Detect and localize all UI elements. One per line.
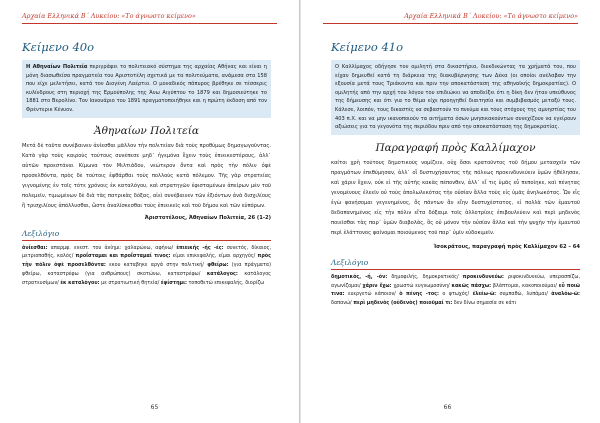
lexicon-term: ἐκ καταλόγου: (60, 279, 100, 286)
lexicon-term: ἐφίστημι: (160, 279, 187, 286)
text-source: Ἀριστοτέλους, Ἀθηναίων Πολιτεία, 26 (1-2) (144, 214, 271, 221)
lexicon-def: συνετός, δίκαιος, μετριοπαθής, καλός/ (22, 244, 271, 260)
header-rule (323, 23, 578, 24)
lexicon-rule (22, 240, 271, 241)
lexicon (331, 273, 580, 308)
header-rule (22, 23, 277, 24)
lexicon-def: συμπαθώ, λυπάμαι/ (496, 291, 552, 298)
lexicon-rule (331, 269, 580, 270)
lexicon-term: εὖ ποιῶ τινα: (331, 282, 580, 298)
lexicon-term: φθείρω: (207, 262, 229, 269)
text-source: Ἰσοκράτους, παραγραφή πρὸς Καλλίμαχον 62 – 64 (433, 243, 580, 250)
text-number-title: Κείμενο 41ο (331, 40, 404, 54)
lexicon-def: ριψοκινδυνεύω, υπερασπίζω, αγωνίζομαι/ (331, 273, 580, 289)
lexicon-term: χάριν ἔχω: (362, 282, 392, 289)
lexicon-title: Λεξιλόγιο (22, 228, 60, 238)
lexicon-term: περὶ μηδενὸς (οὐδενὸς) ποιοῦμαί τι: (353, 300, 453, 307)
intro-bold: Η Αθηναίων Πολιτεία (26, 64, 88, 70)
lexicon-term: ὁ πένης -τος: (399, 291, 439, 298)
ancient-text: Μετά δὲ ταῦτα συνέβαινεν ἀνίεσθαι μᾶλλον τὴν πολιτείαν διὰ τοὺς προθύμως δημαγωγοῦντας. Κατὰ γὰρ τοὺς καιροὺς τούτους συνέπεσε μηδ᾽ ἡγεμόνα ἔχειν τοὺς ἐπιεικεστέρους, ἀλλ᾽ αὐτῶν προεστάναι Κίμωνα τὸν Μιλτιάδου, νεώτερον ὄντα καὶ πρὸς τὴν πόλιν ὀψὲ προσελθόντα, πρὸς δὲ τούτοις ἐφθάρθαι τοὺς πολλοὺς κατὰ πόλεμον. Τῆς γὰρ στρατείας γιγνομένης ἐν τοῖς τότε χρόνοις ἐκ καταλόγου, καὶ στρατηγῶν ἐφισταμένων ἀπείρων μὲν τοῦ πολεμεῖν, τιμωμένων δὲ διὰ τὰς πατρικὰς δόξας, αἰεὶ συνέβαινεν τῶν ἐξιόντων ἀνὰ δισχιλίους ἢ τρισχιλίους ἀπόλλυσθαι, ὥστε ἀναλίσκεσθαι τοὺς ἐπιεικεῖς καὶ τοῦ δήμου καὶ τῶν εὐπόρων. (22, 142, 271, 209)
lexicon-def: εκου καταβηκε αργά στην πολιτική/ (105, 262, 208, 269)
lexicon-def: είμαι επικεφαλής, είμαι αρχηγός/ (170, 253, 258, 260)
lexicon-term: ἐπιεικής -ής -ές: (176, 244, 224, 251)
lexicon-term: δημοτικός, -ή, -όν: (331, 273, 388, 280)
lexicon-def: με στρατιωτική θητεία/ (99, 279, 161, 286)
intro-text: περιγράφει το πολιτειακό σύστημα της αρχαίας Αθήνας και είναι η μόνη διασωθείσα πραγματεία του Αριστοτέλη σχετικά με τα πολιτεύματα, ανάμεσα στα 158 που είχε μελετήσει, κατά τον Διογένη Λαέρτιο. Ο μοναδικός πάπυρος βρέθηκε σε τέσσερις κυλίνδρους στη περιοχή της Ερμούπολης της Άνω Αιγύπτου το 1879 και δημοσιεύτηκε το 1881 στο Βερολίνο. Τον Ιανουάριο του 1891 πραγματοποιήθηκε και η πρώτη έκδοση από τον Φρέντερικ Κένυον. (26, 64, 267, 113)
lexicon-term: ἀναλόω-ῶ: (551, 291, 580, 298)
running-header: Αρχαία Ελληνικά Β΄ Λυκείου: «Το άγνωστο κείμενο» (22, 12, 196, 20)
lexicon-term: προκινδυνεύω: (462, 273, 504, 280)
lexicon-def: κατάλογος στρατευσίμων/ (22, 270, 271, 286)
text-subtitle: Ἀθηναίων Πολιτεία (94, 124, 199, 137)
page-number: 65 (150, 404, 159, 411)
lexicon-def: βλάπτομαι, κακοποιούμαι/ (491, 282, 559, 289)
lexicon-term: κατάλογος: (206, 270, 238, 277)
lexicon-title: Λεξιλόγιο (331, 257, 369, 267)
right-page (300, 0, 600, 423)
running-header: Αρχαία Ελληνικά Β΄ Λυκείου: «Το άγνωστο κείμενο» (404, 12, 578, 20)
page-content (22, 40, 271, 288)
lexicon-def: δεν δίνω σημασία σε κάτι (452, 300, 517, 307)
ancient-text: καίτοι χρὴ τούτους δημοτικοὺς νομίζειν, οὐχ ὅσοι κρατοῦντος τοῦ δήμου μετασχεῖν τῶν πραγμάτων ἐπεθύμησαν, ἀλλ᾽ οἳ δυστυχήσαντος τῆς πόλεως προκινδυνεύειν ὑμῶν ἠθέλησαν, καὶ χάριν ἔχειν, οὐκ εἰ τῆς αὐτῆς κακὰς πέπονθεν, ἀλλ᾽ εἴ τις ὑμᾶς εὖ πεποίηκε, καὶ πένητας γενομένους ἐλεεῖν οὐ τοὺς ἀπολωλεκότας τὴν οὐσίαν ἄλλα τοὺς εἰς ὑμᾶς ἀνηλωκότας. Ὧν εἷς ἐγὼ φανήσομαι γεγενημένος, ὅς πάντων ἂν εἴην δυστυχέστατος, εἰ πολλὰ τῶν ἐμαυτοῦ δεδαπανημένος εἰς τὴν πόλιν εἴτα δόξαιμι τοῖς ἀλλοτρίοις ἐπιβουλεύειν καὶ περὶ μηδενὸς ποιεῖσθαι τὰς παρ᾽ ὑμῶν διαβολάς, ὃς οὐ μόνον τὴν οὐσίαν ἄλλα καὶ τὴν ψυχὴν τὴν ἐμαυτοῦ περὶ ἐλάττονος φαίνομαι ποιούμενος τοῦ παρ᾽ ὑμῖν εὐδοκιμεῖν. (331, 159, 580, 236)
lexicon-def: τοποθετώ επικεφαλής, διορίζω (186, 279, 265, 286)
lexicon-def: απαρμφ. ενεστ. του ἀνίημι: χαλαρώνω, αφήνω/ (47, 244, 177, 251)
intro-box: Ο Καλλίμαχος οδήγησε τον ομιλητή στα δικαστήρια, διεκδικώντας τα χρήματά του, που είχαν δημευθεί κατά τη διάρκεια της διακυβέρνησης των Δέκα (οι οποίοι ανέλαβαν την εξουσία μετά τους Τριάκοντα και πριν την αποκατάσταση της αθηναϊκής δημοκρατίας). Ο ομιλητής από την αρχή του λόγου του επιδιώκει να αποδείξει ότι η δίκη δεν ήταν υπεύθυνος της δήμευσης και ότι για το θέμα είχε προηγηθεί διαιτησία και συμβιβασμός μεταξύ τους. Κάλεσε, λοιπόν, τους δικαστές να σεβαστούν το πνεύμα και τους στόχους της αμνηστίας του 403 π.Χ. και να μην ικανοποιούν τα αιτήματα όσων μνησικακούντων συνεχίζουν να εγείρουν αξιώσεις για τα γεγονότα της περιόδου πριν από την αποκατάσταση της δημοκρατίας. (331, 60, 580, 135)
lexicon-term: ἐλεέω-ῶ: (472, 291, 497, 298)
intro-box (22, 60, 271, 118)
lexicon (22, 244, 271, 288)
lexicon-term: προΐσταμαι και προΐσταμαί τινος: (75, 253, 171, 260)
page-number: 66 (443, 404, 452, 411)
lexicon-def: ο φτωχός/ (439, 291, 473, 298)
lexicon-def: (για πράγματα) φθείρω, καταστρέφω (για ανθρώπους) σκοτώνω, καταστρέφω/ (22, 262, 271, 277)
lexicon-def: χρωστώ ευγνωμοσύνη/ (391, 282, 452, 289)
text-subtitle: Παραγραφή πρὸς Καλλίμαχον (375, 141, 536, 154)
lexicon-def: δαπανώ/ (331, 300, 354, 307)
lexicon-def: δημοφιλής, δημοκρατικός/ (387, 273, 463, 280)
page-content (331, 40, 580, 308)
lexicon-term: ἀνίεσθαι: (22, 244, 48, 251)
lexicon-def: ευεργετώ κάποιον/ (344, 291, 400, 298)
lexicon-term: πρὸς τὴν πόλιν ὀψὲ προσελθόντα: (22, 253, 271, 269)
text-number-title: Κείμενο 40ο (22, 40, 95, 54)
lexicon-term: κακῶς πάσχω: (451, 282, 492, 289)
